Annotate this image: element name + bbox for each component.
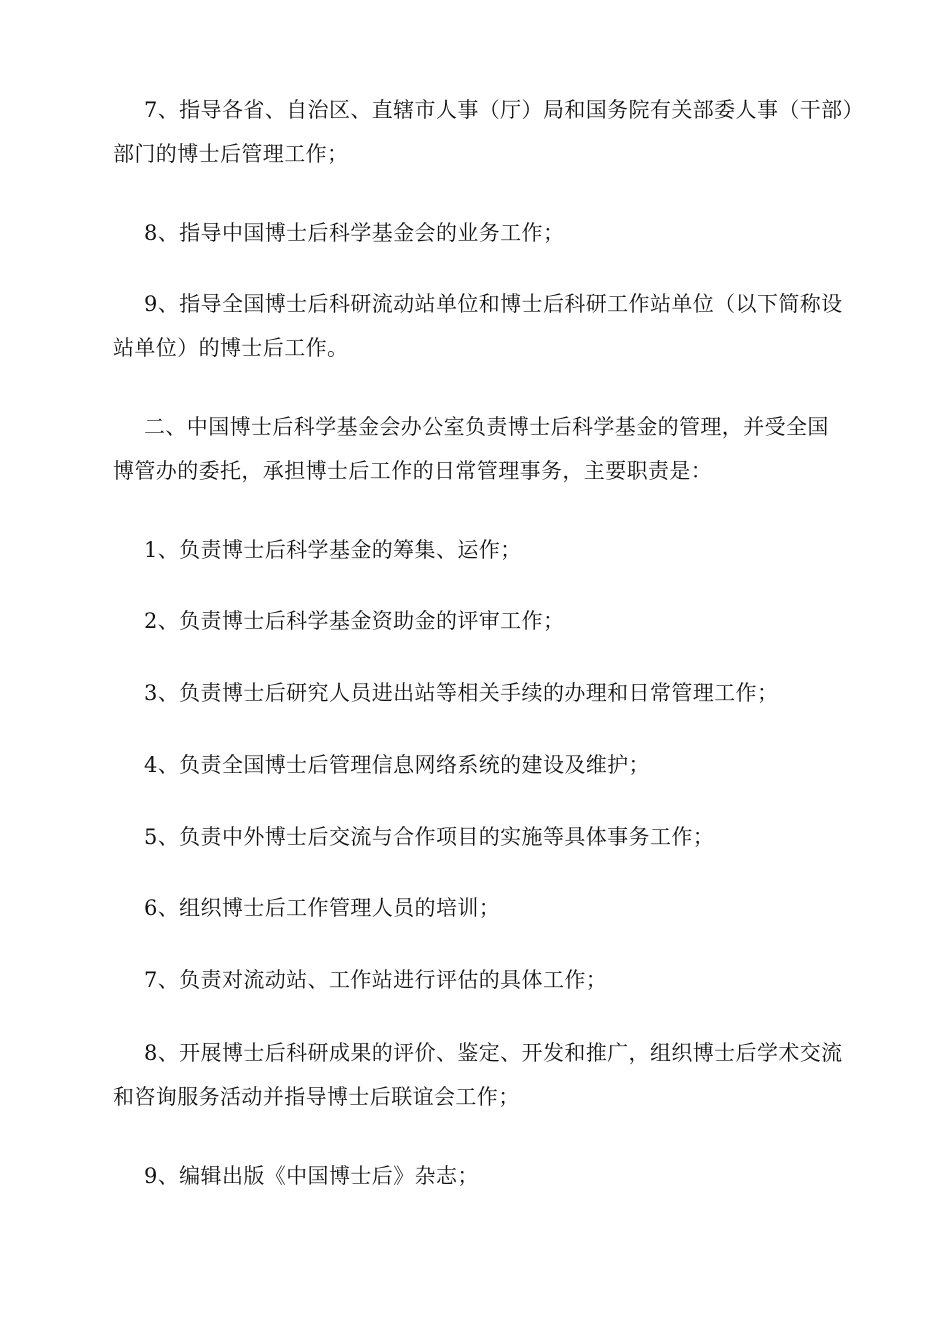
paragraph-item-7-guidance-personnel	[113, 88, 863, 176]
paragraph-line: 4、负责全国博士后管理信息网络系统的建设及维护；	[144, 753, 650, 777]
paragraph-line: 二、中国博士后科学基金会办公室负责博士后科学基金的管理，并受全国	[144, 415, 829, 439]
paragraph-line: 8、指导中国博士后科学基金会的业务工作；	[144, 221, 565, 245]
paragraph-duty-8	[113, 1031, 863, 1119]
paragraph-line: 7、负责对流动站、工作站进行评估的具体工作；	[144, 968, 608, 992]
paragraph-duty-7	[113, 958, 863, 1002]
paragraph-line: 6、组织博士后工作管理人员的培训；	[144, 896, 501, 920]
paragraph-line: 博管办的委托，承担博士后工作的日常管理事务，主要职责是：	[113, 459, 713, 483]
paragraph-duty-9	[113, 1154, 863, 1198]
paragraph-line: 站单位）的博士后工作。	[113, 336, 349, 360]
paragraph-duty-4	[113, 743, 863, 787]
paragraph-line: 部门的博士后管理工作；	[113, 142, 349, 166]
paragraph-duty-3	[113, 671, 863, 715]
paragraph-line: 8、开展博士后科研成果的评价、鉴定、开发和推广，组织博士后学术交流	[144, 1041, 843, 1065]
paragraph-line: 9、指导全国博士后科研流动站单位和博士后科研工作站单位（以下简称设	[144, 292, 843, 316]
paragraph-duty-6	[113, 886, 863, 930]
paragraph-line: 2、负责博士后科学基金资助金的评审工作；	[144, 609, 565, 633]
paragraph-item-8-guidance-foundation	[113, 211, 863, 255]
paragraph-duty-2	[113, 599, 863, 643]
paragraph-duty-1	[113, 528, 863, 572]
paragraph-item-9-guidance-stations	[113, 282, 863, 370]
paragraph-line: 和咨询服务活动并指导博士后联谊会工作；	[113, 1085, 520, 1109]
paragraph-line: 3、负责博士后研究人员进出站等相关手续的办理和日常管理工作；	[144, 681, 779, 705]
paragraph-line: 5、负责中外博士后交流与合作项目的实施等具体事务工作；	[144, 825, 715, 849]
paragraph-section-2-office-duties	[113, 405, 863, 493]
paragraph-duty-5	[113, 815, 863, 859]
paragraph-line: 1、负责博士后科学基金的筹集、运作；	[144, 538, 522, 562]
paragraph-line: 7、指导各省、自治区、直辖市人事（厅）局和国务院有关部委人事（干部）	[144, 98, 864, 122]
paragraph-line: 9、编辑出版《中国博士后》杂志；	[144, 1164, 479, 1188]
